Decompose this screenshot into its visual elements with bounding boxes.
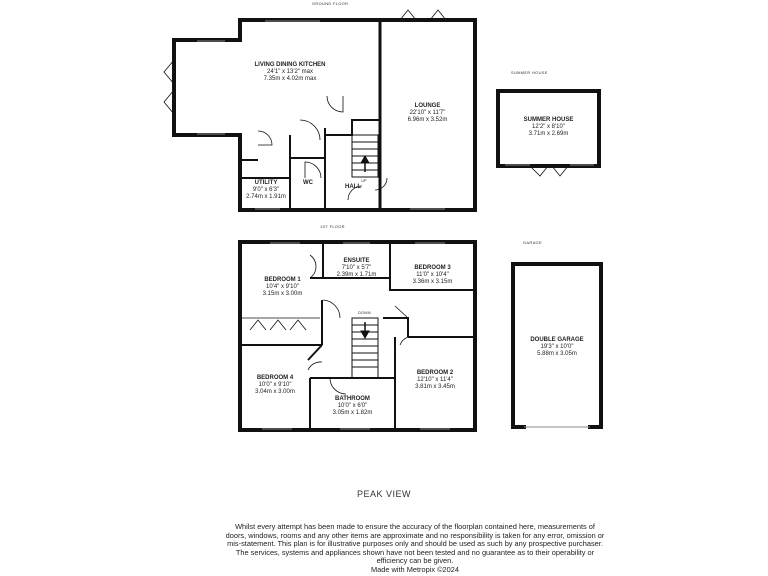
- room-imperial: 12'2" x 8'10": [532, 124, 565, 130]
- room-imperial: 10'4" x 9'10": [266, 284, 299, 290]
- stairs-up-label: UP: [361, 178, 367, 183]
- room-imperial: 12'10" x 11'4": [417, 377, 453, 383]
- room-name: BEDROOM 2: [416, 370, 454, 376]
- room-imperial: 19'3" x 10'0": [540, 344, 574, 350]
- first-floor-label: 1ST FLOOR: [320, 224, 345, 229]
- stairs-down-label: DOWN: [358, 310, 371, 315]
- room-bedroom-4: [240, 375, 310, 396]
- room-bedroom-2: [395, 370, 475, 391]
- room-metric: 3.36m x 3.15m: [412, 279, 453, 285]
- room-name: BEDROOM 4: [256, 375, 294, 381]
- room-name: BEDROOM 3: [414, 265, 451, 271]
- room-bedroom-3: [390, 265, 475, 286]
- room-metric: 3.04m x 3.00m: [255, 389, 295, 395]
- room-metric: 6.96m x 3.52m: [407, 117, 448, 123]
- room-metric: 7.35m x 4.02m max: [263, 76, 317, 82]
- room-name: LIVING DINING KITCHEN: [254, 62, 326, 68]
- room-double-garage: [513, 337, 601, 358]
- stairs-down-arrow: [361, 322, 369, 338]
- room-name: SUMMER HOUSE: [523, 117, 574, 123]
- garage-floor-label: GARAGE: [523, 240, 542, 245]
- disclaimer-text: Whilst every attempt has been made to ensure the accuracy of the floorplan contained here, measurements of doors, windows, rooms and any other items are approximate and no responsibility is taken for any error, omission or mis-statement. This plan is for illustrative purposes only and should be used as such by any prospective purchaser. The services, systems and appliances shown have not been tested and no guarantee as to their operability or efficiency can be given.: [225, 522, 605, 566]
- room-metric: 3.15m x 3.00m: [262, 291, 303, 297]
- room-name: UTILITY: [254, 180, 278, 186]
- room-metric: 5.88m x 3.05m: [537, 351, 577, 357]
- room-name: BATHROOM: [335, 396, 370, 402]
- disclaimer-block: [225, 523, 605, 575]
- room-living-dining-kitchen: [240, 62, 340, 83]
- room-name: LOUNGE: [414, 103, 441, 109]
- room-bedroom-1: [240, 277, 325, 298]
- room-bathroom: [310, 396, 395, 417]
- room-metric: 3.05m x 1.82m: [332, 410, 373, 416]
- room-metric: 3.81m x 3.45m: [415, 384, 455, 390]
- room-name: DOUBLE GARAGE: [530, 337, 584, 343]
- room-imperial: 11'0" x 10'4": [416, 272, 449, 278]
- room-wc: [292, 180, 324, 187]
- room-metric: 2.74m x 1.91m: [246, 194, 286, 200]
- property-title: PEAK VIEW: [356, 489, 411, 499]
- room-metric: 3.71m x 2.69m: [528, 131, 569, 137]
- room-imperial: 10'0" x 6'0": [337, 403, 368, 409]
- room-metric: 2.39m x 1.71m: [336, 272, 377, 278]
- room-imperial: 9'0" x 6'3": [252, 187, 280, 193]
- room-imperial: 24'1" x 13'2" max: [267, 69, 313, 75]
- room-hall: [337, 184, 369, 191]
- room-summer-house: [498, 117, 599, 138]
- room-name: ENSUITE: [343, 258, 370, 264]
- room-name: BEDROOM 1: [264, 277, 301, 283]
- room-ensuite: [323, 258, 390, 279]
- room-utility: [240, 180, 292, 201]
- summer-house-floor-label: SUMMER HOUSE: [511, 70, 548, 75]
- room-imperial: 22'10" x 11'7": [409, 110, 446, 116]
- ground-floor-label: GROUND FLOOR: [312, 1, 349, 6]
- room-imperial: 10'0" x 9'10": [258, 382, 292, 388]
- credit-text: Made with Metropix ©2024: [370, 564, 460, 574]
- room-name: HALL: [345, 184, 361, 190]
- room-imperial: 7'10" x 5'7": [341, 265, 372, 271]
- room-lounge: [380, 103, 475, 124]
- room-name: WC: [303, 180, 313, 186]
